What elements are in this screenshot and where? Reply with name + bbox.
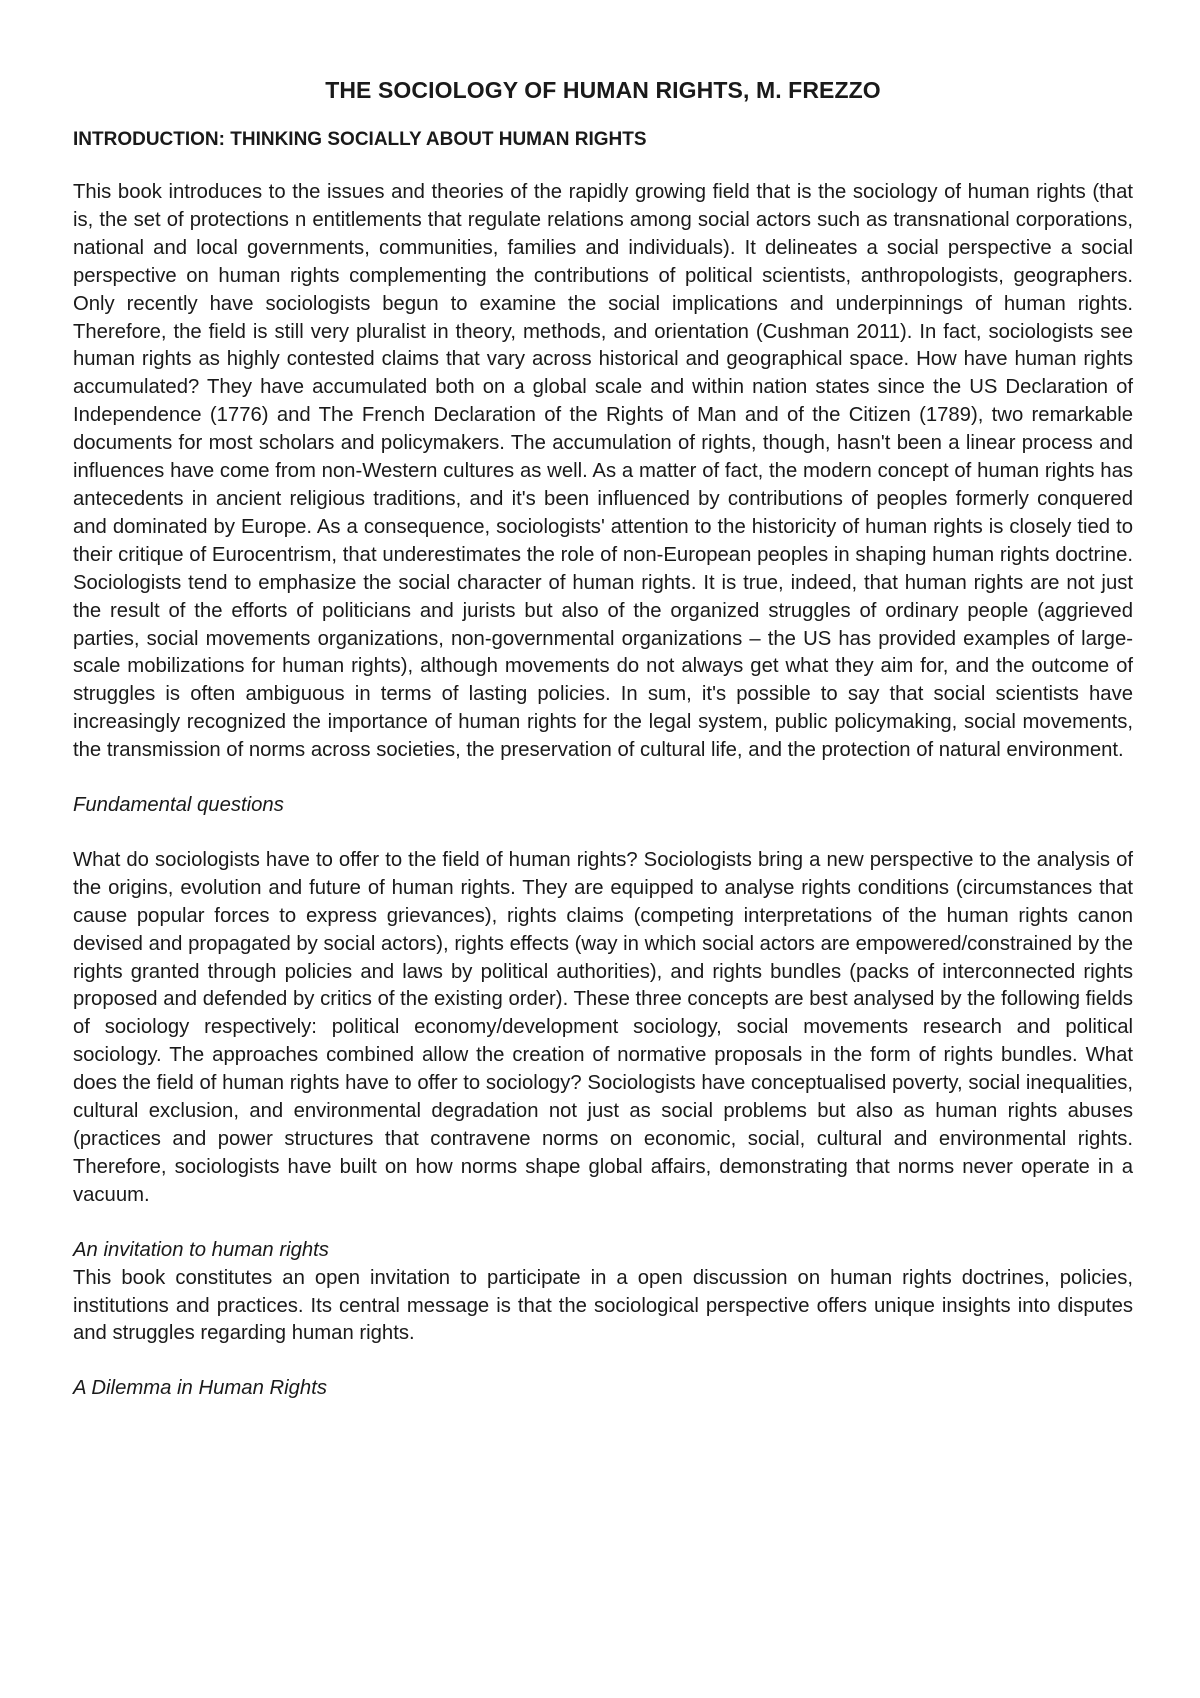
intro-paragraph: This book introduces to the issues and theories of the rapidly growing field that is the sociology of human rights (that is, the set of protections n entitlements that regulate relations among social actors such as transnational corporations, national and local governments, communities, families and individuals). It delineates a social perspective a social perspective on human rights complementing the contributions of political scientists, anthropologists, geographers. Only recently have sociologists begun to examine the social implications and underpinnings of human rights. Therefore, the field is still very pluralist in theory, methods, and orientation (Cushman 2011). In fact, sociologists see human rights as highly contested claims that vary across historical and geographical space. How have human rights accumulated? They have accumulated both on a global scale and within nation states since the US Declaration of Independence (1776) and The French Declaration of the Rights of Man and of the Citizen (1789), two remarkable documents for most scholars and policymakers. The accumulation of rights, though, hasn't been a linear process and influences have come from non-Western cultures as well. As a matter of fact, the modern concept of human rights has antecedents in ancient religious traditions, and it's been influenced by contributions of peoples formerly conquered and dominated by Europe. As a consequence, sociologists' attention to the historicity of human rights is closely tied to their critique of Eurocentrism, that underestimates the role of non-European peoples in shaping human rights doctrine. Sociologists tend to emphasize the social character of human rights. It is true, indeed, that human rights are not just the result of the efforts of politicians and jurists but also of the organized struggles of ordinary people (aggrieved parties, social movements organizations, non-governmental organizations – the US has provided examples of large-scale mobilizations for human rights), although movements do not always get what they aim for, and the outcome of struggles is often ambiguous in terms of lasting policies. In sum, it's possible to say that social scientists have increasingly recognized the importance of human rights for the legal system, public policymaking, social movements, the transmission of norms across societies, the preservation of cultural life, and the protection of natural environment. <box>73 181 1133 762</box>
section-heading-invitation: An invitation to human rights <box>73 1238 329 1261</box>
document-page <box>73 70 1133 1403</box>
fundamental-questions-paragraph: What do sociologists have to offer to the field of human rights? Sociologists bring a new perspective to the analysis of the origins, evolution and future of human rights. They are equipped to analyse rights conditions (circumstances that cause popular forces to express grievances), rights claims (competing interpretations of the human rights canon devised and propagated by social actors), rights effects (way in which social actors are empowered/constrained by the rights granted through policies and laws by political authorities), and rights bundles (packs of interconnected rights proposed and defended by critics of the existing order). These three concepts are best analysed by the following fields of sociology respectively: political economy/development sociology, social movements research and political sociology. The approaches combined allow the creation of normative proposals in the form of rights bundles. What does the field of human rights have to offer to sociology? Sociologists have conceptualised poverty, social inequalities, cultural exclusion, and environmental degradation not just as social problems but also as human rights abuses (practices and power structures that contravene norms on economic, social, cultural and environmental rights. Therefore, sociologists have built on how norms shape global affairs, demonstrating that norms never operate in a vacuum. <box>73 848 1133 1206</box>
section-heading-dilemma: A Dilemma in Human Rights <box>73 1377 327 1400</box>
document-title: THE SOCIOLOGY OF HUMAN RIGHTS, M. FREZZO <box>325 77 881 103</box>
chapter-heading: INTRODUCTION: THINKING SOCIALLY ABOUT HUMAN RIGHTS <box>73 129 647 150</box>
section-heading-fundamental-questions: Fundamental questions <box>73 794 284 817</box>
invitation-paragraph: This book constitutes an open invitation to participate in a open discussion on human rights doctrines, policies, institutions and practices. Its central message is that the sociological perspective offers unique insights into disputes and struggles regarding human rights. <box>73 1266 1133 1345</box>
